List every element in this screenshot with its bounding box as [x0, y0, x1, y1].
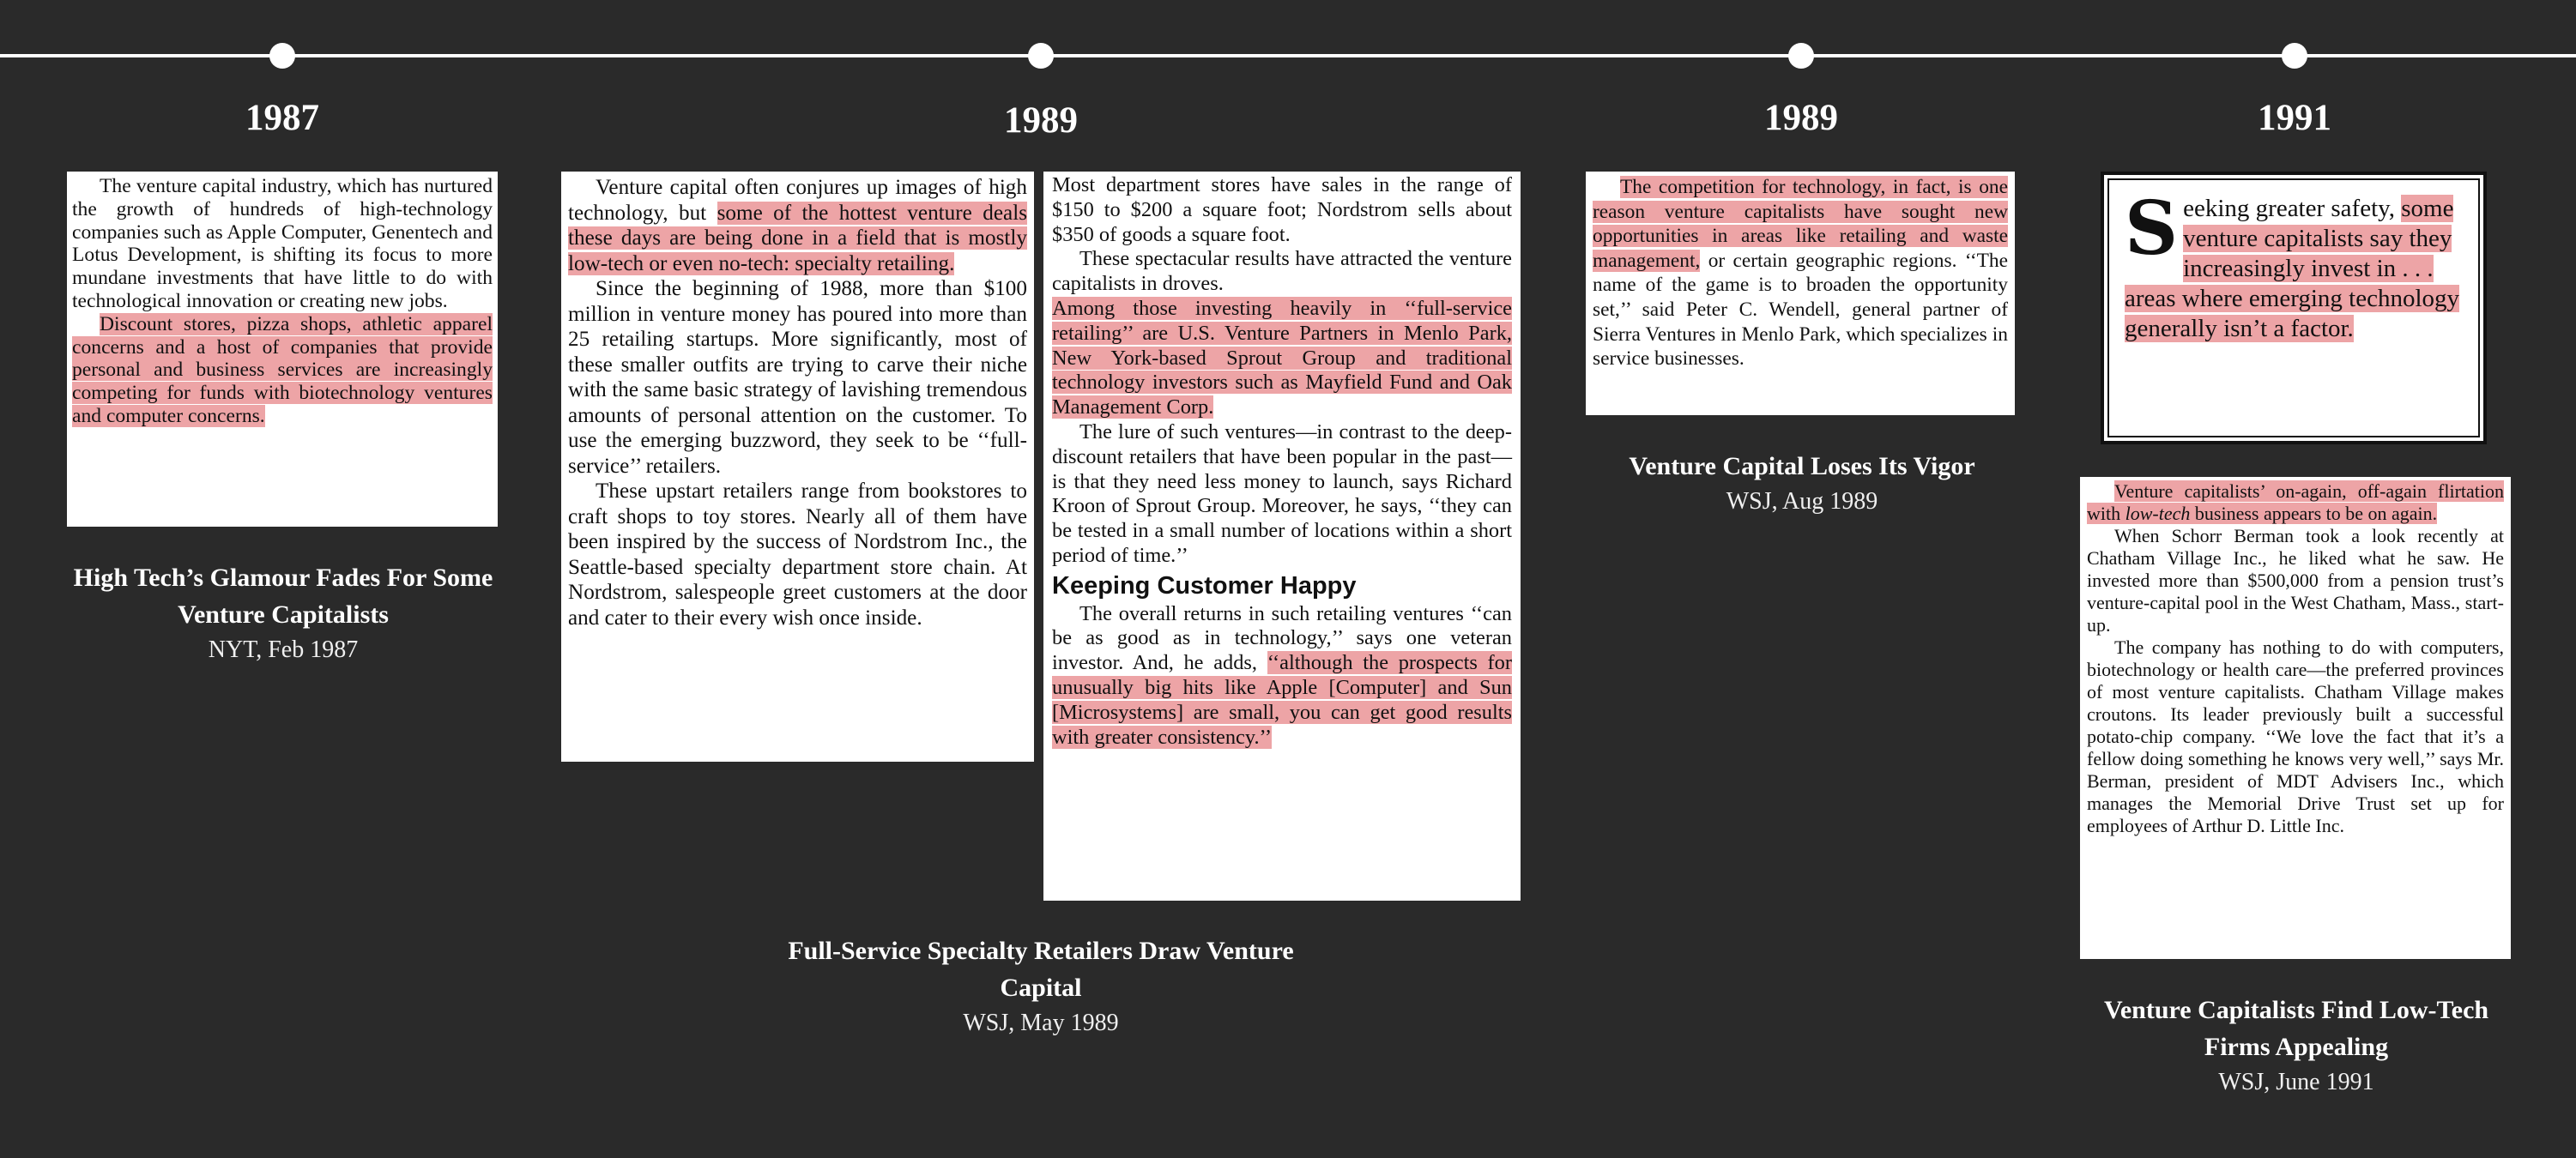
timeline-dot-1991	[2282, 43, 2307, 69]
caption-wsj-aug-1989	[1562, 448, 2042, 519]
clipping-paragraph: These spectacular results have attracted the venture capitalists in droves.	[1052, 247, 1512, 296]
clipping-wsj-1991-body	[2080, 477, 2511, 959]
clipping-nyt-1987	[67, 172, 498, 527]
caption-wsj-may-1989	[783, 932, 1298, 1040]
article-source: WSJ, May 1989	[963, 1010, 1119, 1036]
timeline-dot-1989-aug	[1788, 43, 1814, 69]
highlight: Among those investing heavily in ‘‘full-service retailing’’ are U.S. Venture Partners in Menlo Park, New York-based Sprout Group and traditional technology investors such as Mayfield Fund and Oak Management Corp.	[1052, 296, 1512, 419]
year-label-1991: 1991	[2258, 98, 2331, 138]
clipping-wsj-aug-1989	[1586, 172, 2015, 415]
drop-cap: S	[2125, 185, 2179, 272]
article-source: WSJ, Aug 1989	[1726, 488, 1878, 515]
clipping-paragraph: The competition for technology, in fact, is one reason venture capitalists have sought new opportunities in areas like retailing and waste management, or certain geographic regions. ‘‘The name of the game is to broaden the opportunity set,’’ said Peter C. Wendell, general partner of Sierra Ventures in Menlo Park, which specializes in service businesses.	[1593, 176, 2008, 371]
clipping-wsj-may-1989-col2	[1043, 172, 1521, 901]
clipping-paragraph-highlighted	[72, 313, 493, 428]
highlight: ‘‘although the prospects for unusually big hits like Apple [Computer] and Sun [Microsystems] are small, you can get good results with greater consistency.’’	[1052, 651, 1512, 749]
clipping-paragraph-highlighted	[2087, 480, 2504, 525]
article-source: WSJ, June 1991	[2218, 1069, 2374, 1095]
clipping-wsj-may-1989-col1	[561, 172, 1034, 762]
clipping-paragraph: Most department stores have sales in the range of $150 to $200 a square foot; Nordstrom sells about $350 of goods a square foot.	[1052, 173, 1512, 246]
timeline-line	[0, 54, 2576, 57]
article-title: Full-Service Specialty Retailers Draw Venture Capital	[788, 937, 1294, 1002]
highlight: Venture capitalists’ on-again, off-again flirtation with low-tech business appears to be on again.	[2087, 480, 2504, 524]
article-title: Venture Capitalists Find Low-Tech Firms Appealing	[2103, 996, 2489, 1061]
year-label-1989-may: 1989	[1004, 100, 1078, 141]
clipping-paragraph: The lure of such ventures—in contrast to the deep-discount retailers that have been popular in the past—is that they need less money to launch, says Richard Kroon of Sprout Group. Moreover, he says, ‘‘they can be tested in a small number of locations within a short period of time.’’	[1052, 419, 1512, 567]
article-source: NYT, Feb 1987	[208, 636, 359, 663]
article-title: Venture Capital Loses Its Vigor	[1629, 452, 1975, 480]
highlight: Discount stores, pizza shops, athletic apparel concerns and a host of companies that provide personal and business services are increasingly competing for funds with biotechnology ventures and computer concerns.	[72, 312, 493, 427]
pullquote-opening: eeking greater safety,	[2183, 195, 2396, 222]
caption-nyt-1987	[51, 559, 515, 667]
clipping-paragraph: The overall returns in such retailing ventures ‘‘can be as good as in technology,’’ says one veteran investor. And, he adds, ‘‘although the prospects for unusually big hits like Apple [Computer] and Sun [Microsystems] are small, you can get good results with greater consistency.’’	[1052, 601, 1512, 749]
highlight: some venture capitalists say they increasingly invest in . . . areas where emerging technology generally isn’t a factor.	[2125, 195, 2459, 342]
highlight: The competition for technology, in fact, is one reason venture capitalists have sought new opportunities in areas like retailing and waste management,	[1593, 176, 2008, 272]
clipping-paragraph: These upstart retailers range from bookstores to craft shops to toy stores. Nearly all of them have been inspired by the success of Nordstrom Inc., the Seattle-based specialty department store chain. At Nordstrom, salespeople greet customers at the door and cater to their every wish once inside.	[568, 479, 1027, 630]
caption-wsj-1991	[2070, 992, 2523, 1100]
clipping-wsj-1991-pullquote	[2101, 172, 2487, 444]
clipping-paragraph: The venture capital industry, which has nurtured the growth of hundreds of high-technology companies such as Apple Computer, Genentech and Lotus Development, is shifting its focus to more mundane investments that have little to do with technological innovation or creating new jobs.	[72, 175, 493, 312]
clipping-paragraph: The company has nothing to do with computers, biotechnology or health care—the preferred provinces of most venture capitalists. Chatham Village makes croutons. Its leader previously built a successful potato-chip company. ‘‘We love the fact that it’s a fellow doing something he knows very well,’’ says Mr. Berman, president of MDT Advisers Inc., which manages the Memorial Drive Trust set up for employees of Arthur D. Little Inc.	[2087, 636, 2504, 836]
year-label-1989-aug: 1989	[1764, 98, 1838, 138]
clipping-paragraph: Since the beginning of 1988, more than $100 million in venture money has poured into more than 25 retailing startups. More significantly, most of these smaller outfits are trying to carve their niche with the same basic strategy of lavishing tremendous amounts of personal attention on the customer. To use the emerging buzzword, they seek to be ‘‘full-service’’ retailers.	[568, 277, 1027, 478]
year-label-1987: 1987	[245, 98, 319, 138]
timeline-dot-1987	[269, 43, 295, 69]
clipping-paragraph: When Schorr Berman took a look recently at Chatham Village Inc., he liked what he saw. He invested more than $500,000 from a pension trust’s venture-capital pool in the West Chatham, Mass., start-up.	[2087, 525, 2504, 636]
timeline-dot-1989-may	[1028, 43, 1054, 69]
clipping-paragraph-highlighted	[1052, 297, 1512, 420]
clipping-paragraph: Venture capital often conjures up images of high technology, but some of the hottest venture deals these days are being done in a field that is mostly low-tech or even no-tech: specialty retailing.	[568, 176, 1027, 275]
clipping-subhead: Keeping Customer Happy	[1052, 571, 1357, 600]
article-title: High Tech’s Glamour Fades For Some Venture Capitalists	[73, 564, 493, 629]
highlight: some of the hottest venture deals these days are being done in a field that is mostly low-tech or even no-tech: specialty retailing.	[568, 201, 1027, 275]
